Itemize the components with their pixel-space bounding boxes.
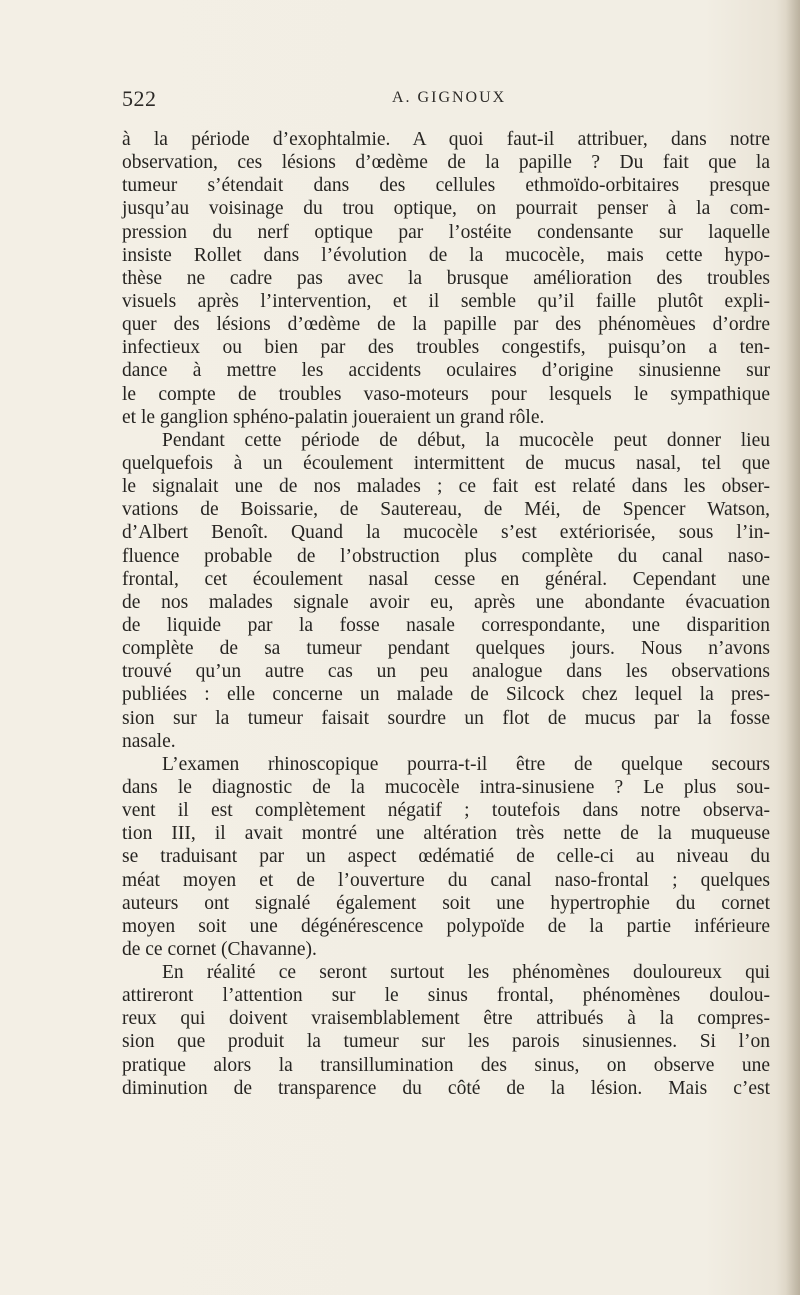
text-line: sion sur la tumeur faisait sourdre un flot de mucus par la fosse bbox=[122, 707, 770, 729]
text-line: complète de sa tumeur pendant quelques jours. Nous n’avons bbox=[122, 638, 770, 660]
text-line: vations de Boissarie, de Sautereau, de Méi, de Spencer Watson, bbox=[122, 499, 770, 521]
text-line: jusqu’au voisinage du trou optique, on pourrait penser à la com- bbox=[122, 198, 770, 220]
page-number: 522 bbox=[122, 86, 157, 111]
text-line: méat moyen et de l’ouverture du canal naso-frontal ; quelques bbox=[122, 869, 770, 891]
text-line: se traduisant par un aspect œdématié de celle-ci au niveau du bbox=[122, 846, 770, 868]
text-line: à la période d’exophtalmie. A quoi faut-il attribuer, dans notre bbox=[122, 129, 770, 150]
text-line: tion III, il avait montré une altération très nette de la muqueuse bbox=[122, 823, 770, 845]
text-line: infectieux ou bien par des troubles congestifs, puisqu’on a ten- bbox=[122, 337, 770, 359]
text-line: d’Albert Benoît. Quand la mucocèle s’est extériorisée, sous l’in- bbox=[122, 522, 770, 544]
text-line: sion que produit la tumeur sur les parois sinusiennes. Si l’on bbox=[122, 1031, 770, 1053]
text-line: fluence probable de l’obstruction plus complète du canal naso- bbox=[122, 545, 770, 567]
text-line: diminution de transparence du côté de la lésion. Mais c’est bbox=[122, 1077, 770, 1099]
text-line: L’examen rhinoscopique pourra-t-il être de quelque secours bbox=[162, 753, 770, 775]
text-line: thèse ne cadre pas avec la brusque amélioration des troubles bbox=[122, 267, 770, 289]
text-line: visuels après l’intervention, et il semble qu’il faille plutôt expli- bbox=[122, 290, 770, 312]
text-line: publiées : elle concerne un malade de Silcock chez lequel la pres- bbox=[122, 684, 770, 706]
text-line: moyen soit une dégénérescence polypoïde de la partie inférieure bbox=[122, 915, 770, 937]
page-edge-shadow bbox=[786, 0, 800, 1295]
text-line: observation, ces lésions d’œdème de la papille ? Du fait que la bbox=[122, 152, 770, 174]
text-line: dance à mettre les accidents oculaires d’origine sinusienne sur bbox=[122, 360, 770, 382]
text-line: tumeur s’étendait dans des cellules ethmoïdo-orbitaires presque bbox=[122, 175, 770, 197]
text-line: pratique alors la transillumination des sinus, on observe une bbox=[122, 1054, 770, 1076]
text-line: pression du nerf optique par l’ostéite condensante sur laquelle bbox=[122, 221, 770, 243]
body-text bbox=[122, 128, 770, 1100]
text-line: le compte de troubles vaso-moteurs pour lesquels le sympathique bbox=[122, 383, 770, 405]
text-line: trouvé qu’un autre cas un peu analogue dans les observations bbox=[122, 661, 770, 683]
text-line: de ce cornet (Chavanne). bbox=[122, 938, 317, 960]
text-line: de nos malades signale avoir eu, après une abondante évacuation bbox=[122, 591, 770, 613]
text-line: Pendant cette période de début, la mucocèle peut donner lieu bbox=[162, 429, 770, 451]
text-line: quelquefois à un écoulement intermittent de mucus nasal, tel que bbox=[122, 452, 770, 474]
text-line: nasale. bbox=[122, 730, 176, 752]
text-line: insiste Rollet dans l’évolution de la mucocèle, mais cette hypo- bbox=[122, 244, 770, 266]
running-head: A. GIGNOUX bbox=[392, 89, 507, 106]
text-line: dans le diagnostic de la mucocèle intra-sinusiene ? Le plus sou- bbox=[122, 776, 770, 798]
text-line: quer des lésions d’œdème de la papille par des phénomèues d’ordre bbox=[122, 314, 770, 336]
text-line: En réalité ce seront surtout les phénomènes douloureux qui bbox=[162, 962, 770, 984]
text-line: reux qui doivent vraisemblablement être attribués à la compres- bbox=[122, 1008, 770, 1030]
text-line: le signalait une de nos malades ; ce fait est relaté dans les obser- bbox=[122, 476, 770, 498]
text-line: vent il est complètement négatif ; toutefois dans notre observa- bbox=[122, 800, 770, 822]
page-header bbox=[0, 86, 800, 116]
text-line: de liquide par la fosse nasale correspondante, une disparition bbox=[122, 614, 770, 636]
text-line: attireront l’attention sur le sinus frontal, phénomènes doulou- bbox=[122, 985, 770, 1007]
text-line: et le ganglion sphéno-palatin joueraient un grand rôle. bbox=[122, 406, 545, 428]
text-line: auteurs ont signalé également soit une hypertrophie du cornet bbox=[122, 892, 770, 914]
text-line: frontal, cet écoulement nasal cesse en général. Cependant une bbox=[122, 568, 770, 590]
